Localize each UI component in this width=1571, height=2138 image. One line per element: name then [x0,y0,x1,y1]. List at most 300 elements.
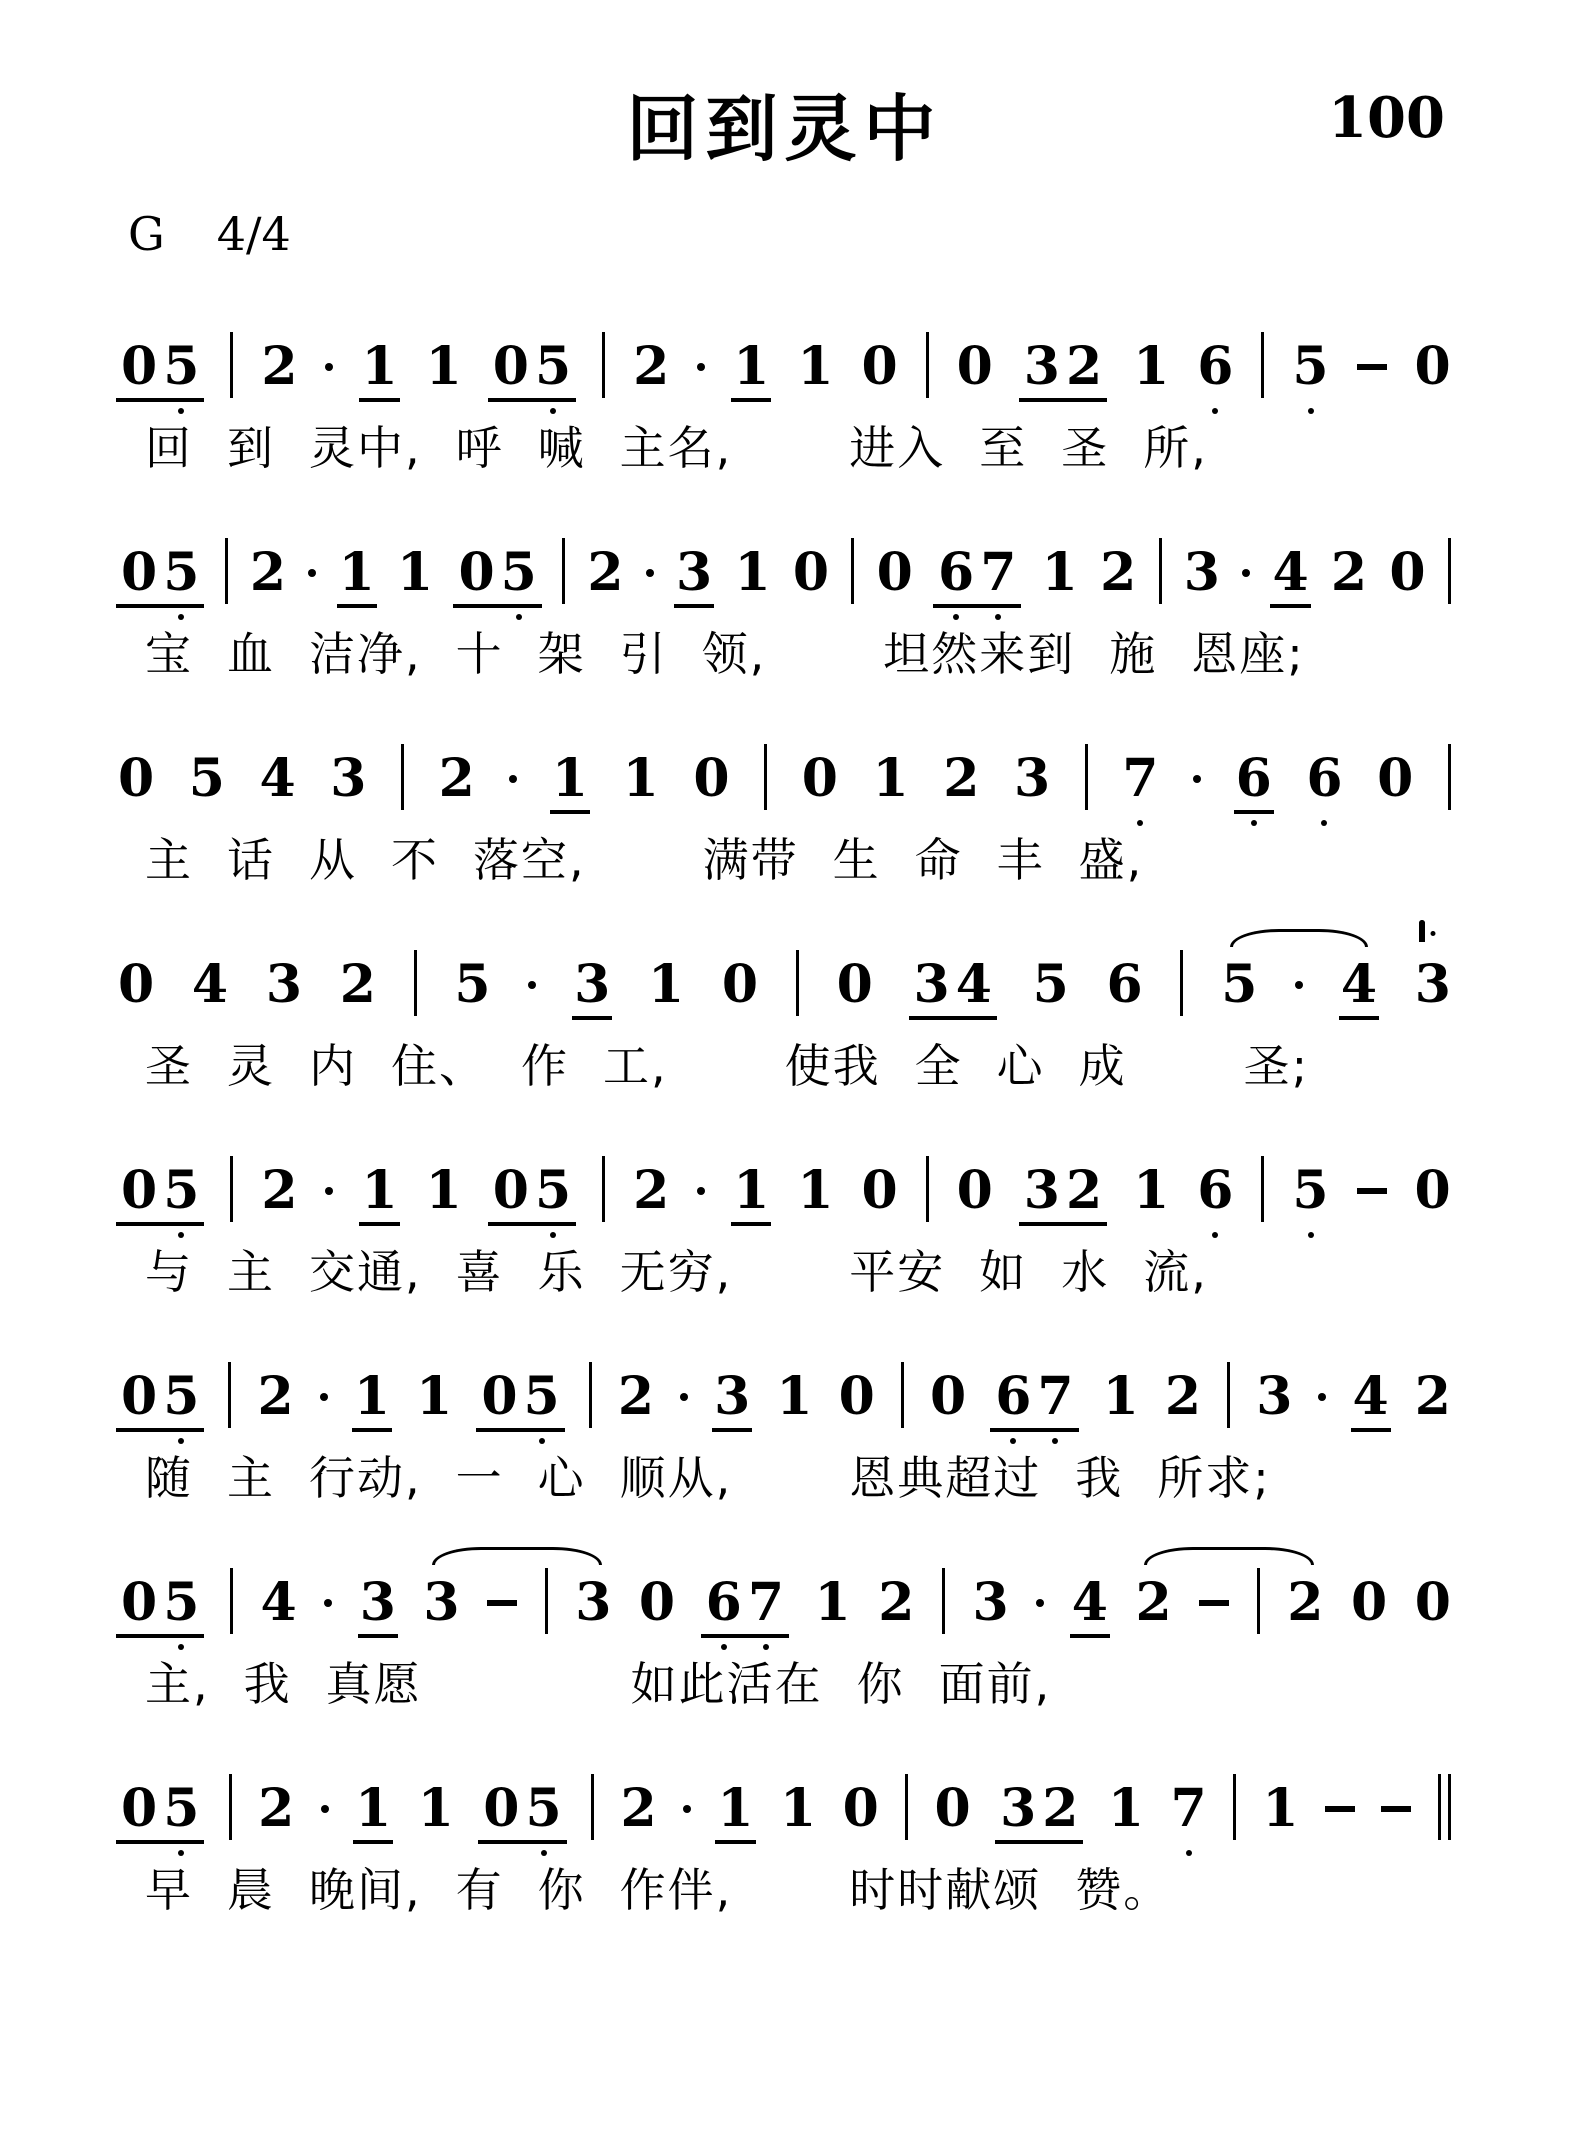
note-number: 6 [705,1571,742,1633]
note-number: 1 [353,1365,390,1427]
note-group [455,541,539,603]
note [1065,335,1103,397]
note [587,541,624,603]
lyric-syllable: 主 [145,832,193,887]
note [483,1777,520,1839]
note [361,335,398,397]
note [492,335,529,397]
note [1272,541,1309,603]
note [934,1777,971,1839]
barline [1261,332,1264,398]
note [121,1159,158,1221]
augmentation-dot [509,775,517,783]
note-number: 1 [425,335,462,397]
note [257,1365,294,1427]
lyric-syllable: 心 [537,1450,586,1505]
lyric-syllable: 随 [145,1450,193,1505]
note-number: 3 [1013,747,1051,809]
note-group [703,1571,787,1633]
lyric-syllable: 圣; [1243,1038,1310,1093]
note-number: 3 [1256,1365,1293,1427]
note [121,335,158,397]
note-number: 2 [261,335,298,397]
note [1013,747,1051,809]
note [575,1571,612,1633]
lyrics-line [128,1244,1451,1299]
note-number: 2 [1414,1365,1451,1427]
lyric-syllable: 你 [537,1862,586,1917]
note [163,1365,200,1427]
note [523,1365,560,1427]
time-signature: 4/4 [216,207,291,261]
note [1197,335,1234,397]
lyric-syllable: 到 [227,420,275,475]
lyric-syllable: 使我 [784,1038,881,1093]
note [417,1777,454,1839]
note-number: 3 [1023,1159,1060,1221]
note-number: 2 [438,747,475,809]
note [338,541,375,603]
barline [225,538,228,604]
note-number: 0 [1350,1571,1388,1633]
note [872,747,909,809]
note-number: 1 [797,1159,834,1221]
note-number: 5 [163,541,200,603]
dash-note [1357,364,1387,370]
augmentation-dot [320,1393,328,1401]
note [458,541,495,603]
note-number: 0 [801,747,838,809]
note [913,953,950,1015]
lyric-syllable: 主, [145,1656,210,1711]
note-number: 5 [1292,1159,1329,1221]
note-number: 7 [1037,1365,1074,1427]
lyric-syllable: 呼 [455,420,504,475]
note-number: 1 [734,541,771,603]
note [943,747,980,809]
note-group [490,335,574,397]
lyric-syllable: 水 [1061,1244,1110,1299]
note-number: 0 [121,335,158,397]
notation-line [118,331,1451,397]
tie-arc [1144,1547,1314,1565]
note [261,1159,298,1221]
note [838,1365,875,1427]
note-number: 1 [417,1777,454,1839]
note [121,541,158,603]
lyric-syllable: 生 [832,832,881,887]
notation-line [118,743,1451,809]
fermata-icon [1419,923,1447,939]
note [330,747,367,809]
lyric-syllable: 作伴, [619,1862,733,1917]
note-number: 7 [1122,747,1159,809]
note-group [118,541,202,603]
note [620,1777,657,1839]
octave-dot-low [178,1438,184,1444]
note [1414,1159,1451,1221]
note-number: 5 [1221,953,1258,1015]
barline [230,332,233,398]
note [1106,953,1143,1015]
augmentation-dot [680,1393,688,1401]
note-number: 4 [1272,541,1309,603]
note [734,541,771,603]
note-number: 1 [425,1159,462,1221]
barline [230,1156,233,1222]
note [416,1365,453,1427]
note [1133,1159,1170,1221]
octave-dot-low [1137,820,1143,826]
lyrics-line [128,420,1451,475]
note [638,1571,676,1633]
lyric-syllable: 血 [227,626,275,681]
lyric-syllable: 领, [701,626,767,681]
note-group [911,953,995,1015]
lyric-syllable: 盛, [1078,832,1144,887]
lyric-syllable: 进入 [849,420,946,475]
note-number: 4 [1340,953,1378,1015]
note-group [118,1571,202,1633]
octave-dot-low [1212,408,1218,414]
note [938,541,975,603]
note [878,1571,915,1633]
note-group [118,1777,202,1839]
octave-dot-low [178,614,184,620]
augmentation-dot [321,1805,329,1813]
note-number: 2 [257,1365,294,1427]
note-number: 1 [733,335,770,397]
barline [1233,1774,1236,1840]
augmentation-dot [325,1187,333,1195]
note [814,1571,851,1633]
note-group [992,1365,1076,1427]
augmentation-dot [697,363,705,371]
music-system [118,537,1451,679]
barline [229,1774,232,1840]
note-number: 5 [534,335,572,397]
lyric-syllable: 内 [309,1038,357,1093]
note [1107,1777,1145,1839]
note [622,747,659,809]
note [714,1365,751,1427]
lyric-syllable: 如此活在 [630,1656,823,1711]
note-number: 0 [121,1365,158,1427]
barline [230,1568,233,1634]
note-number: 3 [330,747,367,809]
lyric-syllable: 一 [455,1450,504,1505]
lyric-syllable: 恩座; [1191,626,1305,681]
octave-dot-low [550,1232,556,1238]
note [121,1777,158,1839]
note [339,953,376,1015]
lyrics-line [128,1862,1451,1917]
note-number: 1 [338,541,375,603]
note-number: 0 [118,747,155,809]
lyric-syllable: 乐 [537,1244,586,1299]
note-number: 1 [717,1777,754,1839]
lyric-syllable: 丰 [996,832,1045,887]
note-number: 3 [265,953,303,1015]
note-number: 0 [693,747,730,809]
note-number: 0 [861,335,898,397]
music-system [118,949,1451,1091]
note [705,1571,742,1633]
note-number: 2 [1042,1777,1079,1839]
note [163,1777,200,1839]
octave-dot-low [721,1644,727,1650]
note-number: 1 [776,1365,813,1427]
note-number: 0 [956,335,993,397]
note [1414,1365,1451,1427]
note [861,335,898,397]
note-number: 3 [676,541,713,603]
note-number: 4 [260,1571,297,1633]
note-number: 2 [1164,1365,1202,1427]
lyric-syllable: 与 [145,1244,193,1299]
note [717,1777,754,1839]
note [1071,1571,1108,1633]
lyric-syllable: 宝 [145,626,193,681]
note [1292,335,1329,397]
note-number: 6 [1306,747,1343,809]
note [779,1777,817,1839]
note-number: 5 [188,747,225,809]
note-number: 0 [121,1159,158,1221]
note [1037,1365,1074,1427]
note [454,953,491,1015]
note-number: 3 [1183,541,1220,603]
note [121,1365,158,1427]
note [397,541,434,603]
note [1287,1571,1324,1633]
octave-dot-low [1010,1438,1016,1444]
barline [589,1362,592,1428]
note [425,1159,462,1221]
lyric-syllable: 至 [979,420,1028,475]
note-number: 1 [1107,1777,1145,1839]
note-number: 2 [1287,1571,1324,1633]
note [551,747,589,809]
note [191,953,229,1015]
note [980,541,1017,603]
note [534,335,572,397]
dash-note [1381,1806,1411,1812]
octave-dot-low [178,1232,184,1238]
note [188,747,225,809]
note [1100,541,1137,603]
note-number: 6 [1197,335,1234,397]
note-number: 3 [423,1571,460,1633]
note-group [935,541,1019,603]
lyric-syllable: 我 [243,1656,292,1711]
note-number: 1 [355,1777,392,1839]
note-number: 0 [121,541,158,603]
augmentation-dot [683,1805,691,1813]
octave-dot-low [1212,1232,1218,1238]
note [121,1571,158,1633]
lyric-syllable: 话 [227,832,275,887]
note-number: 2 [878,1571,915,1633]
note-number: 5 [1032,953,1069,1015]
note [1414,953,1451,1015]
octave-dot-low [178,408,184,414]
barline [1448,538,1451,604]
note-number: 0 [956,1159,993,1221]
lyric-syllable: 真愿 [325,1656,422,1711]
lyric-syllable: 主 [227,1450,275,1505]
note-number: 2 [1135,1571,1172,1633]
note-number: 6 [1235,747,1272,809]
lyrics-line [128,1656,1451,1711]
note-number: 0 [458,541,495,603]
note-number: 1 [1133,1159,1170,1221]
note-number: 2 [261,1159,298,1221]
note [633,1159,670,1221]
augmentation-dot [308,569,316,577]
lyric-syllable: 无穷, [619,1244,733,1299]
fermata-arc [1419,920,1425,942]
note [265,953,303,1015]
note [438,747,475,809]
lyric-syllable: 你 [856,1656,905,1711]
note [249,541,287,603]
augmentation-dot [646,569,654,577]
notation-line [118,1155,1451,1221]
octave-dot-low [1308,1232,1314,1238]
note [1377,747,1414,809]
note [929,1365,967,1427]
note [1340,953,1378,1015]
note-number: 5 [1292,335,1329,397]
note-number: 0 [1414,1571,1451,1633]
note [693,747,730,809]
lyric-syllable: 洁净, [309,626,422,681]
augmentation-dot [528,981,536,989]
augmentation-dot [1318,1393,1326,1401]
barline [1159,538,1162,604]
note-number: 5 [523,1365,560,1427]
note-number: 0 [842,1777,879,1839]
note [733,1159,770,1221]
note-number: 0 [1414,335,1451,397]
note [534,1159,572,1221]
note [353,1365,390,1427]
note [1032,953,1069,1015]
note [500,541,537,603]
note-number: 0 [838,1365,875,1427]
note-number: 1 [1262,1777,1299,1839]
lyric-syllable: 面前, [938,1656,1052,1711]
note-number: 2 [1330,541,1368,603]
note-number: 1 [416,1365,453,1427]
note-number: 2 [587,541,624,603]
lyric-syllable: 从 [309,832,357,887]
note-group [118,1365,202,1427]
note [118,747,155,809]
lyric-syllable: 灵中, [309,420,422,475]
note-number: 7 [980,541,1017,603]
lyric-syllable: 恩典超过 [849,1450,1042,1505]
octave-dot-low [763,1644,769,1650]
note-number: 3 [1000,1777,1037,1839]
note [1164,1365,1202,1427]
note-number: 2 [617,1365,654,1427]
lyrics-line [128,1038,1451,1093]
note-number: 3 [359,1571,396,1633]
note-number: 0 [483,1777,520,1839]
note-number: 1 [551,747,589,809]
note-number: 2 [339,953,376,1015]
note [1023,1159,1060,1221]
note [836,953,873,1015]
octave-dot-low [1321,820,1327,826]
lyric-syllable: 顺从, [619,1450,733,1505]
barline [1257,1568,1260,1634]
lyric-syllable: 晚间, [309,1862,422,1917]
note-group [118,335,202,397]
barline [942,1568,945,1634]
key-signature: G [128,207,165,261]
note [163,541,200,603]
note [1352,1365,1389,1427]
note-number: 3 [913,953,950,1015]
note [1133,335,1170,397]
note-number: 0 [876,541,913,603]
lyric-syllable: 晨 [227,1862,275,1917]
note-number: 1 [622,747,659,809]
note [1122,747,1159,809]
note-number: 0 [1389,541,1426,603]
note-number: 1 [361,1159,398,1221]
octave-dot-low [550,408,556,414]
note [1042,1777,1079,1839]
lyric-syllable: 作 [521,1038,569,1093]
note [1292,1159,1329,1221]
barline [562,538,565,604]
note-number: 5 [163,1159,200,1221]
note [1065,1159,1103,1221]
barline [764,744,767,810]
lyric-syllable: 平安 [849,1244,946,1299]
note [574,953,611,1015]
note-number: 2 [943,747,980,809]
song-number: 100 [1328,85,1445,151]
barline [901,1362,904,1428]
octave-dot-low [1052,1438,1058,1444]
note [163,1571,200,1633]
note-number: 4 [191,953,229,1015]
note-group [478,1365,562,1427]
lyric-syllable: 架 [537,626,586,681]
barline [1180,950,1183,1016]
music-system [118,1567,1451,1709]
note-group [480,1777,564,1839]
note-number: 3 [1023,335,1060,397]
lyrics-line [128,1450,1451,1505]
note-number: 0 [121,1571,158,1633]
dash-note [1325,1806,1355,1812]
note [1389,541,1426,603]
note [163,1159,200,1221]
note-number: 7 [747,1571,784,1633]
note-number: 0 [492,335,529,397]
note [648,953,685,1015]
note [956,335,993,397]
note-number: 5 [163,1777,200,1839]
page-title: 回到灵中 [626,87,943,171]
lyric-syllable: 交通, [309,1244,422,1299]
